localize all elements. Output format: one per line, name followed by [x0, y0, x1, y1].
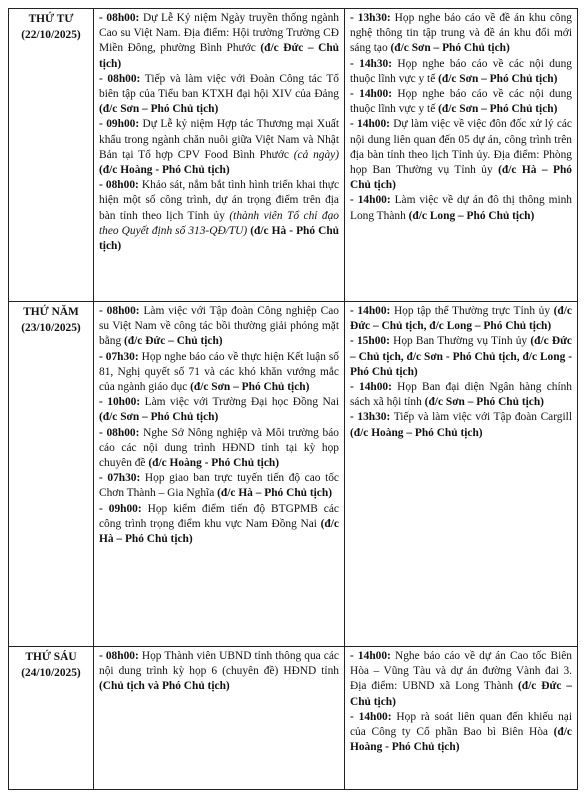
entry-assignee: (đ/c Hoàng – Phó Chủ tịch): [350, 426, 483, 439]
schedule-entry: [350, 380, 572, 410]
entry-time: 09h00:: [106, 118, 140, 131]
entry-assignee: (đ/c Hà – Phó Chủ tịch): [350, 164, 572, 192]
entry-time: 15h00:: [356, 335, 390, 348]
entry-bullet: -: [99, 118, 107, 131]
entry-bullet: -: [350, 335, 357, 348]
entry-bullet: -: [99, 72, 108, 85]
entry-bullet: -: [350, 118, 358, 131]
entry-time: 14h00:: [359, 88, 393, 101]
entry-assignee: (Chủ tịch và Phó Chủ tịch): [99, 680, 230, 693]
afternoon-cell: [345, 647, 578, 790]
entry-time: 08h00:: [106, 426, 140, 439]
entry-time: 13h30:: [357, 12, 391, 24]
morning-cell: [94, 647, 345, 790]
schedule-entry: [99, 72, 339, 118]
entry-time: 14h00:: [357, 194, 391, 207]
entry-bullet: -: [350, 88, 360, 101]
morning-cell: [94, 9, 345, 302]
entry-assignee: (đ/c Long – Phó Chủ tịch): [408, 209, 535, 222]
weekday-label: THỨ TƯ: [28, 13, 74, 25]
entry-bullet: -: [99, 502, 109, 515]
schedule-entry: [350, 710, 572, 756]
entry-time: 10h00:: [107, 396, 141, 409]
entry-time: 08h00:: [107, 72, 141, 85]
entry-text: Dự Lễ kỷ niệm Hợp tác Thương mại Xuất khẩu trong ngành chăn nuôi giữa Việt Nam và Nhật Bản tại Tổ hợp CPV Food Bình Phước: [99, 118, 339, 161]
entry-text: Họp kiểm điểm tiến độ BTGPMB các công trình trọng điểm khu vực Nam Đồng Nai: [99, 502, 339, 530]
entry-text: Khảo sát, nắm bắt tình hình triển khai thực hiện một số công trình, dự án trọng điểm trên địa bàn tỉnh theo lịch Tỉnh ủy: [99, 179, 339, 222]
entry-bullet: -: [350, 12, 358, 24]
afternoon-cell: [345, 302, 578, 647]
day-row: [9, 302, 578, 647]
entry-time: 14h30:: [359, 57, 393, 70]
entry-text: Họp giao ban trực tuyến tiến độ cao tốc Chơn Thành – Gia Nghĩa: [99, 472, 339, 500]
schedule-entry: [350, 334, 572, 380]
weekly-schedule-table: [8, 8, 578, 790]
entry-text: Họp nghe báo cáo về đề án khu công nghệ thông tin tập trung và đề án khu đổi mới sáng tạo: [350, 12, 572, 55]
entry-text: Làm việc với Tập đoàn Công nghiệp Cao su Việt Nam về công tác bồi thường giải phóng mặt bằng: [99, 305, 339, 348]
schedule-entry: [350, 193, 572, 223]
schedule-entry: [99, 117, 339, 178]
entry-bullet: -: [99, 305, 107, 317]
entry-assignee: (đ/c Đức – Chủ tịch): [124, 335, 223, 348]
entry-time: 07h30:: [105, 350, 139, 363]
entry-text: Họp Thành viên UBND tỉnh thông qua các nội dung trình kỳ họp 6 (chuyên đề) HĐND tỉnh: [99, 650, 339, 678]
day-row: [9, 9, 578, 302]
entry-time: 08h00:: [105, 650, 139, 662]
entry-assignee: (đ/c Hoàng - Phó Chủ tịch): [350, 726, 572, 754]
entry-bullet: -: [350, 710, 359, 723]
entry-assignee: (đ/c Hà – Phó Chủ tịch): [217, 487, 332, 500]
schedule-body: [9, 9, 578, 790]
entry-assignee: (đ/c Sơn – Phó Chủ tịch): [190, 381, 310, 394]
entry-assignee: (đ/c Hà – Phó Chủ tịch): [99, 517, 339, 546]
entry-text: Tiếp và làm việc với Đoàn Công tác Tổ biên tập của Tiểu ban KTXH đại hội XIV của Đảng: [99, 72, 339, 101]
entry-assignee: (đ/c Sơn – Phó Chủ tịch): [99, 411, 219, 424]
schedule-entry: [350, 304, 572, 334]
entry-time: 14h00:: [357, 650, 391, 662]
entry-bullet: -: [350, 194, 358, 207]
afternoon-cell: [345, 9, 578, 302]
entry-time: 08h00:: [106, 305, 140, 317]
entry-bullet: -: [350, 57, 360, 70]
entry-time: 14h00:: [358, 710, 392, 723]
entry-assignee: (đ/c Đức – Chủ tịch): [350, 680, 573, 708]
day-row: [9, 647, 578, 790]
entry-text: Họp Ban đại diện Ngân hàng chính sách xã hội tỉnh: [350, 381, 572, 409]
entry-assignee: (đ/c Hoàng - Phó Chủ tịch): [148, 457, 280, 470]
entry-text: Họp nghe báo cáo về các nội dung thuộc lĩnh vực y tế: [350, 57, 572, 85]
schedule-entry: [350, 117, 572, 193]
day-cell: [9, 302, 94, 647]
schedule-entry: [350, 649, 572, 710]
entry-note: (thành viên Tổ chỉ đạo theo Quyết định số 313-QĐ/TU): [99, 209, 339, 237]
entry-time: 14h00:: [359, 381, 392, 394]
schedule-entry: [350, 11, 572, 57]
entry-assignee: (đ/c Sơn – Phó Chủ tịch): [438, 103, 558, 116]
schedule-entry: [350, 410, 572, 440]
entry-text: Họp Ban Thường vụ Tỉnh ủy: [389, 335, 531, 348]
entry-assignee: (đ/c Sơn – Phó Chủ tịch): [99, 103, 219, 116]
entry-text: Nghe báo cáo về dự án Cao tốc Biên Hòa – Vũng Tàu và dự án đường Vành đai 3. Địa điểm: UBND xã Long Thành: [350, 650, 572, 693]
schedule-entry: [99, 395, 339, 425]
schedule-entry: [99, 178, 339, 254]
entry-assignee: (đ/c Sơn – Phó Chủ tịch): [438, 72, 558, 85]
date-label: (24/10/2025): [21, 667, 81, 679]
entry-time: 08h00:: [105, 179, 139, 192]
entry-assignee: (đ/c Sơn – Phó Chủ tịch): [424, 396, 544, 409]
entry-bullet: -: [350, 650, 358, 662]
entry-assignee: (đ/c Hà - Phó Chủ tịch): [99, 224, 339, 253]
entry-text: Họp nghe báo cáo về thực hiện Kết luận số 81, Nghị quyết số 71 và các khó khăn vướng mắc của ngành giáo dục: [99, 350, 339, 394]
schedule-entry: [99, 471, 339, 501]
entry-bullet: -: [99, 350, 106, 363]
entry-text: Nghe Sở Nông nghiệp và Môi trường báo cáo các nội dung trình HĐND tỉnh tại kỳ họp chuyên đề: [99, 426, 339, 470]
weekday-label: THỨ SÁU: [25, 651, 77, 663]
entry-assignee: (đ/c Đức – Chủ tịch, đ/c Long – Phó Chủ tịch): [350, 305, 572, 333]
morning-cell: [94, 302, 345, 647]
entry-time: 14h00:: [357, 118, 390, 131]
entry-time: 08h00:: [106, 12, 140, 24]
entry-text: Dự Lễ Kỷ niệm Ngày truyền thống ngành Cao su Việt Nam. Địa điểm: Hội trường Trường CĐ Miền Đông, phường Bình Phước: [99, 12, 339, 55]
entry-bullet: -: [99, 179, 106, 192]
entry-text: Tiếp và làm việc với Tập đoàn Cargill: [390, 411, 572, 424]
entry-bullet: -: [350, 411, 358, 424]
schedule-entry: [99, 502, 339, 548]
entry-assignee: (đ/c Hoàng - Phó Chủ tịch): [99, 164, 230, 177]
entry-bullet: -: [350, 305, 358, 317]
entry-time: 13h30:: [357, 411, 391, 424]
entry-bullet: -: [99, 396, 108, 409]
entry-bullet: -: [99, 472, 108, 485]
entry-text: Làm việc về dự án đô thị thông minh Long Thành: [350, 194, 572, 222]
schedule-entry: [350, 57, 572, 87]
entry-bullet: -: [99, 12, 107, 24]
entry-assignee: (đ/c Sơn – Phó Chủ tịch): [390, 42, 510, 55]
schedule-entry: [99, 426, 339, 472]
entry-assignee: (đ/c Đức – Chủ tịch, đ/c Sơn - Phó Chủ tịch, đ/c Long - Phó Chủ tịch): [350, 335, 572, 378]
day-cell: [9, 647, 94, 790]
entry-time: 14h00:: [357, 305, 391, 317]
schedule-entry: [99, 649, 339, 695]
entry-bullet: -: [99, 426, 107, 439]
schedule-entry: [350, 87, 572, 117]
entry-text: Họp tập thể Thường trực Tỉnh ủy: [390, 305, 554, 317]
entry-text: Dự làm việc về việc đôn đốc xử lý các nội dung liên quan đến 05 dự án, công trình trên địa bàn tỉnh theo lịch Tỉnh ủy. Địa điểm: Phòng họp Ban Thường vụ Tỉnh ủy: [350, 118, 572, 177]
entry-time: 07h30:: [107, 472, 141, 485]
entry-assignee: (đ/c Đức – Chủ tịch): [99, 42, 340, 70]
entry-text: Làm việc với Trường Đại học Đồng Nai: [140, 396, 339, 409]
weekday-label: THỨ NĂM: [23, 306, 79, 318]
entry-bullet: -: [99, 650, 106, 662]
schedule-entry: [99, 304, 339, 350]
entry-bullet: -: [350, 381, 360, 394]
entry-text: Họp rà soát liên quan đến khiếu nại của Công ty Cổ phần Bao bì Biên Hòa: [350, 710, 572, 739]
date-label: (22/10/2025): [21, 29, 81, 41]
schedule-entry: [99, 350, 339, 396]
entry-time: 09h00:: [108, 502, 142, 515]
date-label: (23/10/2025): [21, 322, 81, 334]
schedule-entry: [99, 11, 339, 72]
entry-note: (cả ngày): [293, 148, 340, 161]
day-cell: [9, 9, 94, 302]
entry-text: Họp nghe báo cáo về các nội dung thuộc lĩnh vực y tế: [350, 88, 572, 116]
